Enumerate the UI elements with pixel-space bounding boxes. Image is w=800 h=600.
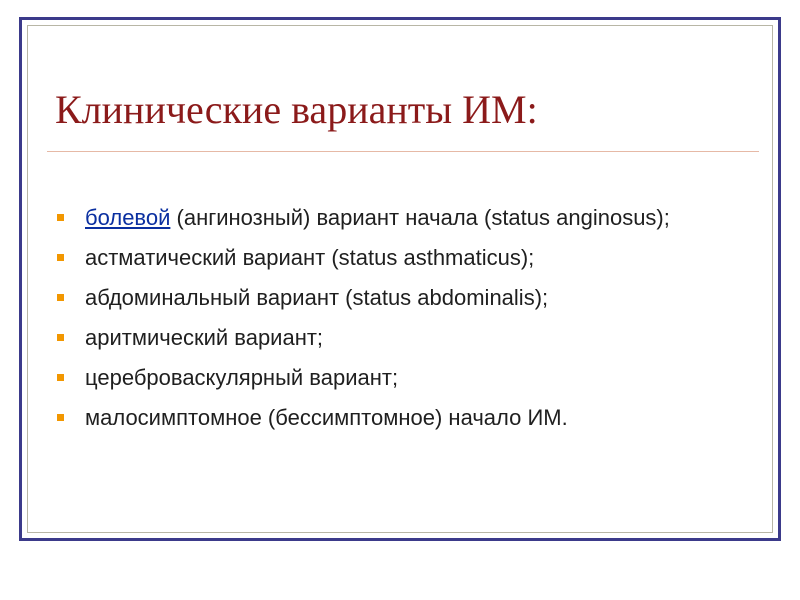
square-bullet-icon <box>57 254 64 261</box>
list-item <box>56 324 756 352</box>
square-bullet-icon <box>57 414 64 421</box>
bullet-list <box>56 204 756 444</box>
square-bullet-icon <box>57 294 64 301</box>
list-item-text: астматический вариант (status asthmaticus); <box>85 245 535 270</box>
square-bullet-icon <box>57 334 64 341</box>
list-item-text: (ангинозный) вариант начала (status anginosus); <box>170 205 670 230</box>
list-item-text: аритмический вариант; <box>85 325 324 350</box>
title-divider <box>47 151 759 152</box>
list-item <box>56 404 756 432</box>
slide-title: Клинические варианты ИМ: <box>55 87 538 132</box>
list-item <box>56 204 756 232</box>
square-bullet-icon <box>57 214 64 221</box>
list-item <box>56 364 756 392</box>
link-bolevoy[interactable]: болевой <box>85 205 171 230</box>
list-item-text: малосимптомное (бессимптомное) начало ИМ. <box>85 405 568 430</box>
list-item-text: цереброваскулярный вариант; <box>85 365 399 390</box>
list-item <box>56 284 756 312</box>
list-item <box>56 244 756 272</box>
square-bullet-icon <box>57 374 64 381</box>
list-item-text: абдоминальный вариант (status abdominalis); <box>85 285 549 310</box>
